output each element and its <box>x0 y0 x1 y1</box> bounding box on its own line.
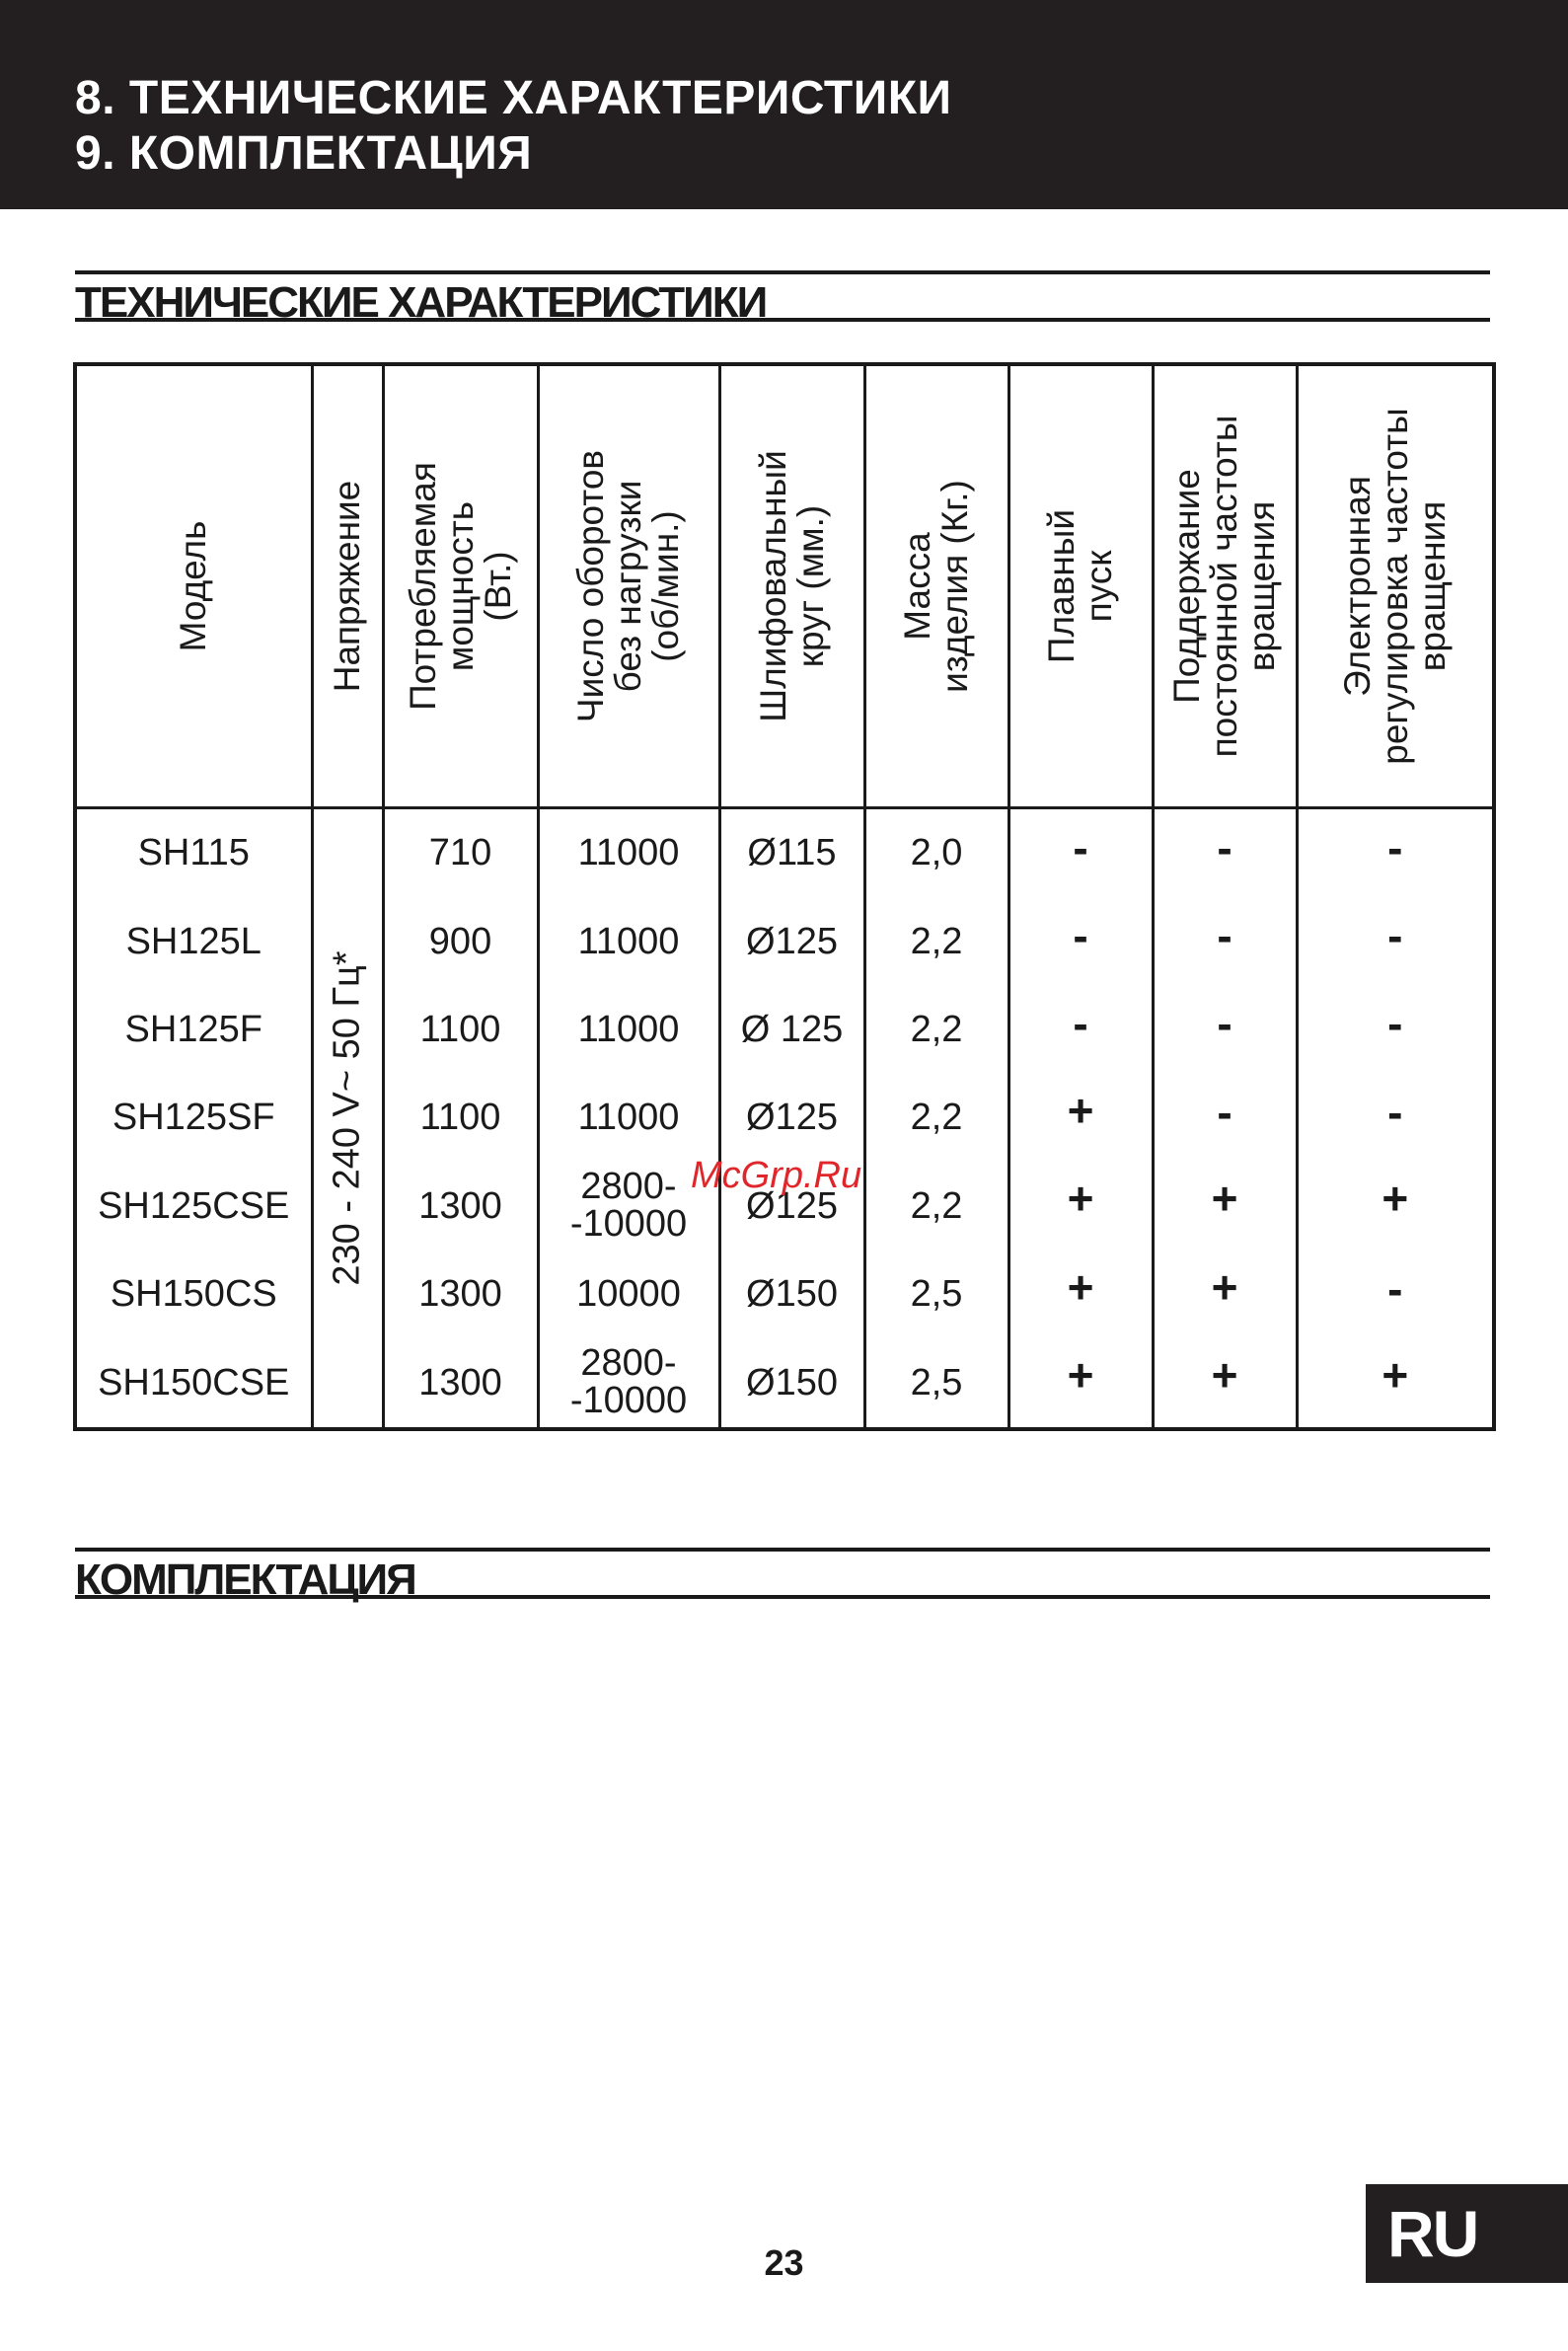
header-power <box>383 364 538 808</box>
cell-model: SH125SF <box>75 1074 312 1162</box>
cell-rpm-text: 2800- -10000 <box>569 1341 688 1421</box>
feature-no-mark: - <box>1387 910 1403 962</box>
table-row <box>75 986 1494 1074</box>
table-row <box>75 808 1494 898</box>
cell-disc: Ø 125 <box>719 986 864 1074</box>
cell-soft-start <box>1008 1074 1153 1162</box>
feature-yes-mark: + <box>1067 1084 1094 1136</box>
header-mass-text: Масса изделия (Кг.) <box>897 480 975 693</box>
cell-power: 1300 <box>383 1163 538 1251</box>
cell-power: 1300 <box>383 1338 538 1428</box>
header-voltage <box>312 364 383 808</box>
cell-model: SH150CSE <box>75 1338 312 1428</box>
table-row <box>75 1074 1494 1162</box>
feature-yes-mark: + <box>1067 1349 1094 1402</box>
cell-rpm: 10000 <box>538 1251 719 1338</box>
cell-electronic-speed <box>1297 986 1494 1074</box>
cell-constant-speed <box>1153 1074 1297 1162</box>
feature-no-mark: - <box>1217 910 1232 962</box>
header-constant-speed-text: Поддержание постоянной частоты вращения <box>1166 415 1282 758</box>
header-title-line-1: 8. ТЕХНИЧЕСКИЕ ХАРАКТЕРИСТИКИ <box>75 72 952 124</box>
feature-no-mark: - <box>1217 821 1232 873</box>
cell-rpm: 11000 <box>538 808 719 898</box>
cell-power: 900 <box>383 897 538 985</box>
feature-yes-mark: + <box>1067 1173 1094 1225</box>
cell-rpm <box>538 1338 719 1428</box>
cell-mass: 2,2 <box>864 897 1008 985</box>
cell-model: SH150CS <box>75 1251 312 1338</box>
feature-no-mark: - <box>1387 1262 1403 1315</box>
cell-rpm-text: 2800- -10000 <box>569 1165 688 1245</box>
feature-no-mark: - <box>1073 910 1088 962</box>
cell-rpm: 11000 <box>538 1074 719 1162</box>
section-title-specs <box>75 270 1490 327</box>
cell-power: 710 <box>383 808 538 898</box>
header-electronic-speed-text: Электронная регулировка частоты вращения <box>1336 408 1453 765</box>
header-model <box>75 364 312 808</box>
feature-no-mark: - <box>1073 998 1088 1050</box>
cell-disc: Ø125 <box>719 1074 864 1162</box>
header-disc <box>719 364 864 808</box>
cell-soft-start <box>1008 986 1153 1074</box>
cell-mass: 2,2 <box>864 1074 1008 1162</box>
header-voltage-text: Напряжение <box>327 480 367 693</box>
cell-electronic-speed <box>1297 1338 1494 1428</box>
cell-constant-speed <box>1153 1251 1297 1338</box>
page-number: 23 <box>764 2242 804 2283</box>
table-row <box>75 1251 1494 1338</box>
feature-no-mark: - <box>1217 998 1232 1050</box>
page-header <box>0 0 1568 209</box>
cell-constant-speed <box>1153 1338 1297 1428</box>
header-mass <box>864 364 1008 808</box>
watermark: McGrp.Ru <box>691 1155 862 1196</box>
cell-constant-speed <box>1153 808 1297 898</box>
cell-soft-start <box>1008 1338 1153 1428</box>
language-badge: RU <box>1366 2184 1568 2283</box>
specs-table <box>73 362 1496 1431</box>
cell-power: 1100 <box>383 1074 538 1162</box>
table-row <box>75 897 1494 985</box>
header-rpm-text: Число оборотов без нагрузки (об/мин.) <box>570 449 686 723</box>
cell-disc: Ø150 <box>719 1251 864 1338</box>
cell-model: SH115 <box>75 808 312 898</box>
cell-electronic-speed <box>1297 897 1494 985</box>
feature-yes-mark: + <box>1067 1260 1094 1313</box>
cell-model: SH125F <box>75 986 312 1074</box>
cell-mass: 2,0 <box>864 808 1008 898</box>
cell-disc: Ø125 <box>719 897 864 985</box>
header-electronic-speed <box>1297 364 1494 808</box>
cell-electronic-speed <box>1297 1251 1494 1338</box>
cell-soft-start <box>1008 808 1153 898</box>
cell-electronic-speed <box>1297 1074 1494 1162</box>
cell-constant-speed <box>1153 986 1297 1074</box>
cell-constant-speed <box>1153 897 1297 985</box>
feature-no-mark: - <box>1217 1086 1232 1138</box>
cell-electronic-speed <box>1297 1163 1494 1251</box>
cell-disc: Ø150 <box>719 1338 864 1428</box>
cell-disc: Ø125 <box>719 1163 864 1251</box>
feature-yes-mark: + <box>1211 1173 1238 1225</box>
feature-yes-mark: + <box>1381 1349 1409 1402</box>
section-title-kit <box>75 1548 1490 1604</box>
cell-electronic-speed <box>1297 808 1494 898</box>
feature-yes-mark: + <box>1381 1173 1409 1225</box>
cell-model: SH125L <box>75 897 312 985</box>
feature-no-mark: - <box>1387 821 1403 873</box>
header-rpm <box>538 364 719 808</box>
table-row <box>75 1338 1494 1428</box>
feature-yes-mark: + <box>1211 1260 1238 1313</box>
feature-yes-mark: + <box>1211 1349 1238 1402</box>
cell-power: 1100 <box>383 986 538 1074</box>
section-title-specs-text: ТЕХНИЧЕСКИЕ ХАРАКТЕРИСТИКИ <box>75 278 767 327</box>
cell-rpm: 11000 <box>538 897 719 985</box>
header-power-text: Потребляемая мощность (Вт.) <box>402 462 518 711</box>
cell-soft-start <box>1008 1163 1153 1251</box>
cell-soft-start <box>1008 1251 1153 1338</box>
header-model-text: Модель <box>173 520 214 652</box>
cell-disc: Ø115 <box>719 808 864 898</box>
cell-mass: 2,2 <box>864 1163 1008 1251</box>
cell-power: 1300 <box>383 1251 538 1338</box>
cell-rpm: 11000 <box>538 986 719 1074</box>
feature-no-mark: - <box>1387 1086 1403 1138</box>
cell-mass: 2,2 <box>864 986 1008 1074</box>
header-constant-speed <box>1153 364 1297 808</box>
cell-mass: 2,5 <box>864 1338 1008 1428</box>
header-soft-start <box>1008 364 1153 808</box>
header-title-line-2: 9. КОМПЛЕКТАЦИЯ <box>75 127 533 180</box>
cell-constant-speed <box>1153 1163 1297 1251</box>
cell-voltage <box>312 808 383 1429</box>
cell-soft-start <box>1008 897 1153 985</box>
table-header-row <box>75 364 1494 808</box>
header-soft-start-text: Плавный пуск <box>1041 508 1119 664</box>
feature-no-mark: - <box>1387 998 1403 1050</box>
voltage-value: 230 - 240 V~ 50 Гц* <box>326 950 368 1286</box>
header-disc-text: Шлифовальный круг (мм.) <box>752 450 831 722</box>
section-title-kit-text: КОМПЛЕКТАЦИЯ <box>75 1555 415 1604</box>
feature-no-mark: - <box>1073 821 1088 873</box>
cell-mass: 2,5 <box>864 1251 1008 1338</box>
cell-model: SH125CSE <box>75 1163 312 1251</box>
